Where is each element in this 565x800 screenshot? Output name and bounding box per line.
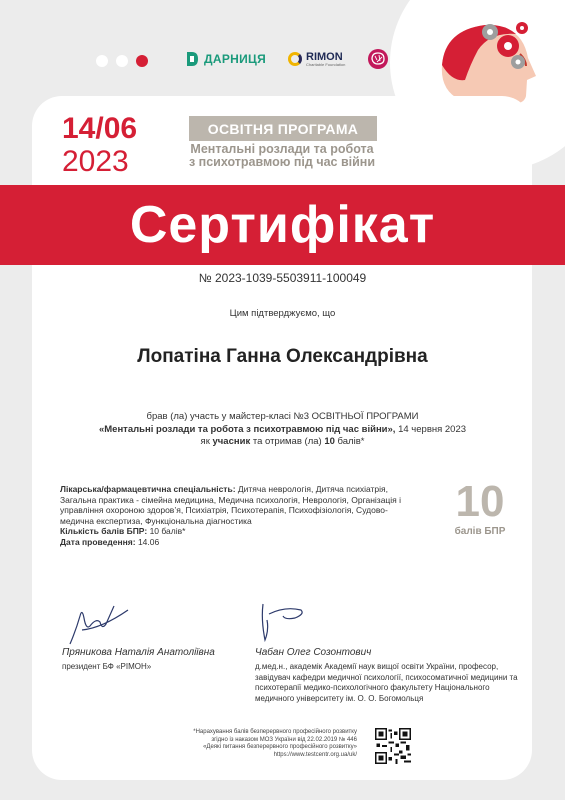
- score-value: 10: [455, 477, 505, 526]
- footnote-line1: *Нарахування балів безперервного професійного розвитку: [193, 729, 357, 735]
- score-label: балів БПР: [454, 526, 506, 537]
- score-block: [440, 478, 520, 537]
- dot-icon: [116, 55, 128, 67]
- partner-logos: [185, 48, 389, 70]
- darnytsia-mark-icon: [185, 50, 199, 68]
- points-row: [60, 526, 412, 537]
- footnote-line3: «Деякі питання безперервного професійного розвитку»: [203, 744, 357, 750]
- specialty-label: Лікарська/фармацевтична спеціальність:: [60, 484, 236, 494]
- dot-icon: [136, 55, 148, 67]
- dot-icon: [96, 55, 108, 67]
- signer-2-name: Чабан Олег Созонтович: [255, 647, 372, 658]
- signer-1-name: Пряникова Наталія Анатоліївна: [62, 647, 215, 658]
- certificate-banner: [0, 185, 565, 265]
- participation-line1: брав (ла) участь у майстер-класі №3 ОСВІТНЬОЇ ПРОГРАМИ: [146, 411, 419, 422]
- participation-line3: [40, 436, 525, 449]
- event-day-month: 14/06: [62, 112, 138, 145]
- signer-1-role: президент БФ «РІМОН»: [62, 662, 152, 671]
- participation-points: 10: [324, 436, 335, 447]
- participant-role: учасник: [212, 436, 251, 447]
- participation-date: 14 червня 2023: [395, 423, 467, 435]
- date-value: 14.06: [135, 536, 160, 547]
- participation-mid: та отримав (ла): [250, 436, 325, 447]
- program-title: [182, 143, 382, 169]
- signature-1-icon: [62, 600, 132, 648]
- participation-pre: як: [200, 436, 213, 447]
- signer-2-role: д.мед.н., академік Академії наук вищої освіти України, професор, завідувач кафедри медичної психології, психосоматичної медицини та психотерапії медико-психологічного факультету Національного медичного університету ім. О. О. Богомольця: [255, 662, 518, 703]
- points-value: 10 балів*: [147, 526, 186, 537]
- qr-code-icon: [375, 728, 411, 764]
- footnote-link[interactable]: https://www.testcentr.org.ua/uk/: [273, 751, 357, 758]
- participation-text: [40, 411, 525, 449]
- points-label: Кількість балів БПР:: [60, 526, 148, 537]
- participation-post: балів*: [334, 436, 365, 447]
- darnytsia-logo: [185, 50, 266, 68]
- specialty-value: Дитяча неврологія, Дитяча психіатрія, Загальна практика - сімейна медицина, Медична психологія, Неврологія, Організація і управління охороною здоров’я, Психіатрія, Психотерапія, Психофізіологія, Судово-медична експертиза, Функціональна діагностика: [60, 484, 402, 526]
- certificate-number: № 2023-1039-5503911-100049: [198, 271, 367, 285]
- date-row: [60, 537, 412, 548]
- decorative-dots: [96, 55, 148, 67]
- rimon-logo-text: RIMON: [306, 50, 343, 63]
- confirm-text: Цим підтверджуємо, що: [229, 308, 336, 319]
- footnote: [140, 729, 357, 759]
- event-year: 2023: [62, 145, 129, 178]
- program-title-line1: Ментальні розлади та робота: [190, 142, 374, 156]
- program-badge: ОСВІТНЯ ПРОГРАМА: [189, 116, 377, 141]
- program-title-line2: з психотравмою під час війни: [188, 155, 376, 169]
- participation-line2: [40, 424, 525, 437]
- rimon-logo-subtext: Charitable Foundation: [306, 61, 346, 67]
- specialty-details: [60, 484, 412, 548]
- specialty-row: [60, 484, 412, 526]
- rimon-logo: [288, 52, 345, 67]
- rimon-ring-icon: [288, 52, 302, 66]
- participant-name: Лопатіна Ганна Олександрівна: [137, 346, 428, 367]
- event-date: [62, 112, 137, 178]
- brain-logo-icon: [367, 48, 389, 70]
- program-name-quoted: «Ментальні розлади та робота з психотравмою під час війни»,: [98, 423, 396, 435]
- footnote-line2: згідно із наказом МОЗ України від 22.02.2019 № 446: [211, 736, 357, 743]
- date-label: Дата проведення:: [60, 536, 136, 547]
- signature-2-icon: [255, 600, 315, 648]
- darnytsia-logo-text: ДАРНИЦЯ: [204, 52, 267, 66]
- certificate-heading: Сертифікат: [129, 196, 436, 254]
